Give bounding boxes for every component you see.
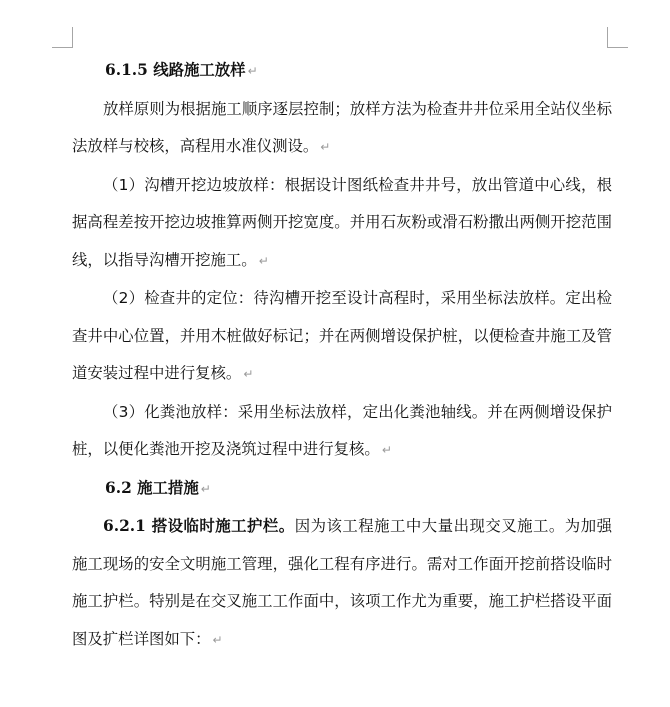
paragraph-text: 放样原则为根据施工顺序逐层控制；放样方法为检查井井位采用全站仪坐标法放样与校核，高程用水准仪测设。 (72, 99, 612, 155)
document-body (72, 52, 612, 659)
paragraph-text: 因为该工程施工中大量出现交叉施工。为加强施工现场的安全文明施工管理，强化工程有序进行。需对工作面开挖前搭设临时施工护栏。特别是在交叉施工工作面中，该项工作尤为重要，施工护栏搭设平面图及扩栏详图如下： (72, 517, 612, 648)
subsection-title: 搭设临时施工护栏。 (151, 517, 295, 535)
section-title: 线路施工放样 (153, 61, 246, 79)
section-number: 6.1.5 (105, 61, 148, 79)
paragraph-mark-icon: ↵ (200, 481, 211, 496)
paragraph-mark-icon: ↵ (381, 443, 392, 457)
section-heading-6-1-5 (72, 52, 612, 91)
paragraph-temporary-guardrail (72, 508, 612, 659)
page-corner-mark-top-right (607, 27, 628, 48)
paragraph-mark-icon: ↵ (258, 253, 269, 268)
paragraph-mark-icon: ↵ (243, 367, 254, 381)
paragraph-mark-icon: ↵ (212, 632, 223, 647)
paragraph-mark-icon: ↵ (247, 64, 258, 78)
subsection-number: 6.2.1 (103, 517, 146, 535)
paragraph-text: （3）化粪池放样：采用坐标法放样，定出化粪池轴线。并在两侧增设保护桩，以便化粪池开挖及浇筑过程中进行复核。 (72, 402, 612, 458)
paragraph-layout-principle (72, 91, 612, 167)
section-title: 施工措施 (137, 478, 199, 497)
paragraph-trench-slope (72, 167, 612, 281)
paragraph-manhole-positioning (72, 280, 612, 394)
section-number: 6.2 (105, 478, 132, 497)
paragraph-mark-icon: ↵ (320, 140, 331, 154)
paragraph-text: （2）检查井的定位：待沟槽开挖至设计高程时，采用坐标法放样。定出检查井中心位置，并用木桩做好标记；并在两侧增设保护桩，以便检查井施工及管道安装过程中进行复核。 (72, 289, 612, 382)
paragraph-septic-tank (72, 394, 612, 470)
subsection-lead (103, 517, 295, 535)
page-corner-mark-top-left (52, 27, 73, 48)
section-heading-6-2 (72, 470, 612, 509)
paragraph-text: （1）沟槽开挖边坡放样：根据设计图纸检查井井号，放出管道中心线，根据高程差按开挖边坡推算两侧开挖宽度。并用石灰粉或滑石粉撒出两侧开挖范围线，以指导沟槽开挖施工。 (72, 175, 612, 269)
